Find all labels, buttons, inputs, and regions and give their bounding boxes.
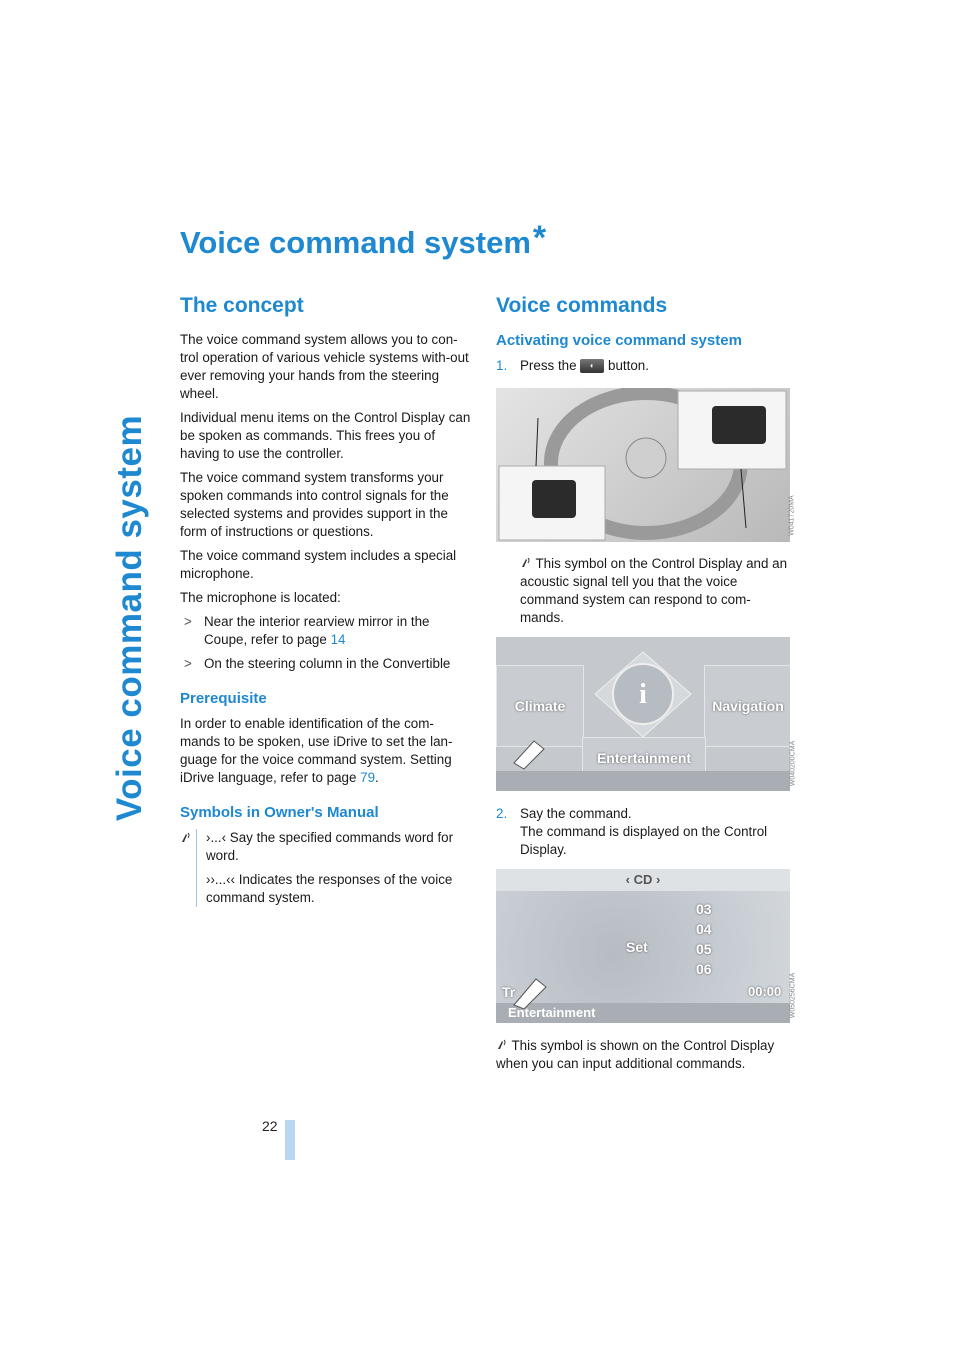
prerequisite-end: . <box>375 770 379 785</box>
bullet-text: On the steering column in the Convertible <box>204 656 451 671</box>
bullet-text: Near the interior rearview mirror in the Coupe, refer to page <box>204 614 430 647</box>
page-number: 22 <box>262 1118 278 1134</box>
symbols-heading: Symbols in Owner's Manual <box>180 804 379 821</box>
bullet-item <box>180 613 472 649</box>
prerequisite-heading: Prerequisite <box>180 690 267 707</box>
final-note-block <box>496 1037 788 1079</box>
symbol-line-2: ››...‹‹ Indicates the responses of the voice command system. <box>206 872 453 905</box>
voice-commands-heading: Voice commands <box>496 294 668 317</box>
voice-symbol-icon <box>180 831 192 843</box>
steering-wheel-illustration <box>496 388 790 542</box>
tile-navigation: Navigation <box>704 665 790 747</box>
final-note <box>496 1037 788 1073</box>
cd-track: 03 <box>696 901 712 917</box>
tile-entertainment: Entertainment <box>582 737 706 779</box>
cd-track: 06 <box>696 961 712 977</box>
left-column <box>180 293 472 913</box>
page-link-14[interactable]: 14 <box>330 632 346 647</box>
cd-set-label: Set <box>626 939 648 955</box>
concept-paragraph-5: The microphone is located: <box>180 590 341 605</box>
page-title <box>180 219 547 264</box>
cd-track: 05 <box>696 941 712 957</box>
arrow-icon <box>512 973 552 1009</box>
cd-bottom-bar: Entertainment <box>496 1003 790 1023</box>
figure-code: W041720MA <box>788 495 796 536</box>
cd-track-list <box>696 899 726 979</box>
cd-track: 04 <box>696 921 712 937</box>
figure-code: W050256CMA <box>789 972 797 1019</box>
figure-1-caption <box>520 555 790 633</box>
control-display-menu <box>496 637 790 791</box>
voice-button-icon: ◐ <box>580 359 604 373</box>
svg-text:i: i <box>639 679 647 710</box>
side-tab-label: Voice command system <box>110 414 149 822</box>
prerequisite-text <box>180 715 472 787</box>
step-2-text: Say the command. <box>520 806 632 821</box>
bullet-marker: > <box>184 614 192 629</box>
step-2 <box>496 805 788 859</box>
cd-left-label: Tr <box>502 984 516 1000</box>
figure-1-note-text: This symbol on the Control Display and an acoustic signal tell you that the voice command system can respond to com-mands. <box>520 556 788 625</box>
concept-paragraph-1: The voice command system allows you to con-trol operation of various vehicle systems with-out ever removing your hands from the steering wheel. <box>180 332 469 401</box>
step-1 <box>496 357 788 375</box>
step-text: Press the <box>520 358 581 373</box>
prerequisite-body: In order to enable identification of the com-mands to be spoken, use iDrive to set the lan-guage for the voice command system. Setting iDrive language, refer to page <box>180 716 453 785</box>
bullet-item <box>180 655 472 673</box>
step-number: 1. <box>496 358 508 373</box>
step-2-subtext: The command is displayed on the Control Display. <box>520 824 768 857</box>
optional-equipment-star: * <box>532 219 547 257</box>
tile-climate: Climate <box>496 665 584 747</box>
side-tab <box>100 228 160 1008</box>
steering-wheel-figure <box>496 388 790 542</box>
page-title-text: Voice command system <box>180 225 531 260</box>
figure-code: W040200CMA <box>789 740 797 787</box>
step-number: 2. <box>496 806 508 821</box>
concept-heading: The concept <box>180 294 304 317</box>
step-text-end: button. <box>604 358 649 373</box>
figure-1-note <box>520 555 790 627</box>
activating-heading: Activating voice command system <box>496 332 742 349</box>
right-column <box>496 293 788 381</box>
concept-paragraph-3: The voice command system transforms your spoken commands into control signals for the selected systems and provides support in the form of instructions or questions. <box>180 470 449 539</box>
step-2-block <box>496 805 788 865</box>
page-link-79[interactable]: 79 <box>360 770 376 785</box>
cd-time: 00:00 <box>748 984 782 999</box>
symbols-divider <box>196 829 197 907</box>
bullet-marker: > <box>184 656 192 671</box>
controller-illustration <box>496 637 790 791</box>
voice-symbol-icon <box>496 1038 508 1050</box>
symbols-box <box>180 829 472 907</box>
cd-header: ‹ CD › <box>496 869 790 891</box>
symbol-line-1: ›...‹ Say the specified commands word for word. <box>206 830 454 863</box>
final-note-text: This symbol is shown on the Control Display when you can input additional commands. <box>496 1038 775 1071</box>
concept-paragraph-2: Individual menu items on the Control Display can be spoken as commands. This frees you of having to use the controller. <box>180 410 471 461</box>
voice-symbol-icon <box>520 556 532 568</box>
page-marker-bar <box>285 1120 295 1160</box>
cd-display-figure <box>496 869 790 1023</box>
concept-paragraph-4: The voice command system includes a special microphone. <box>180 548 457 581</box>
